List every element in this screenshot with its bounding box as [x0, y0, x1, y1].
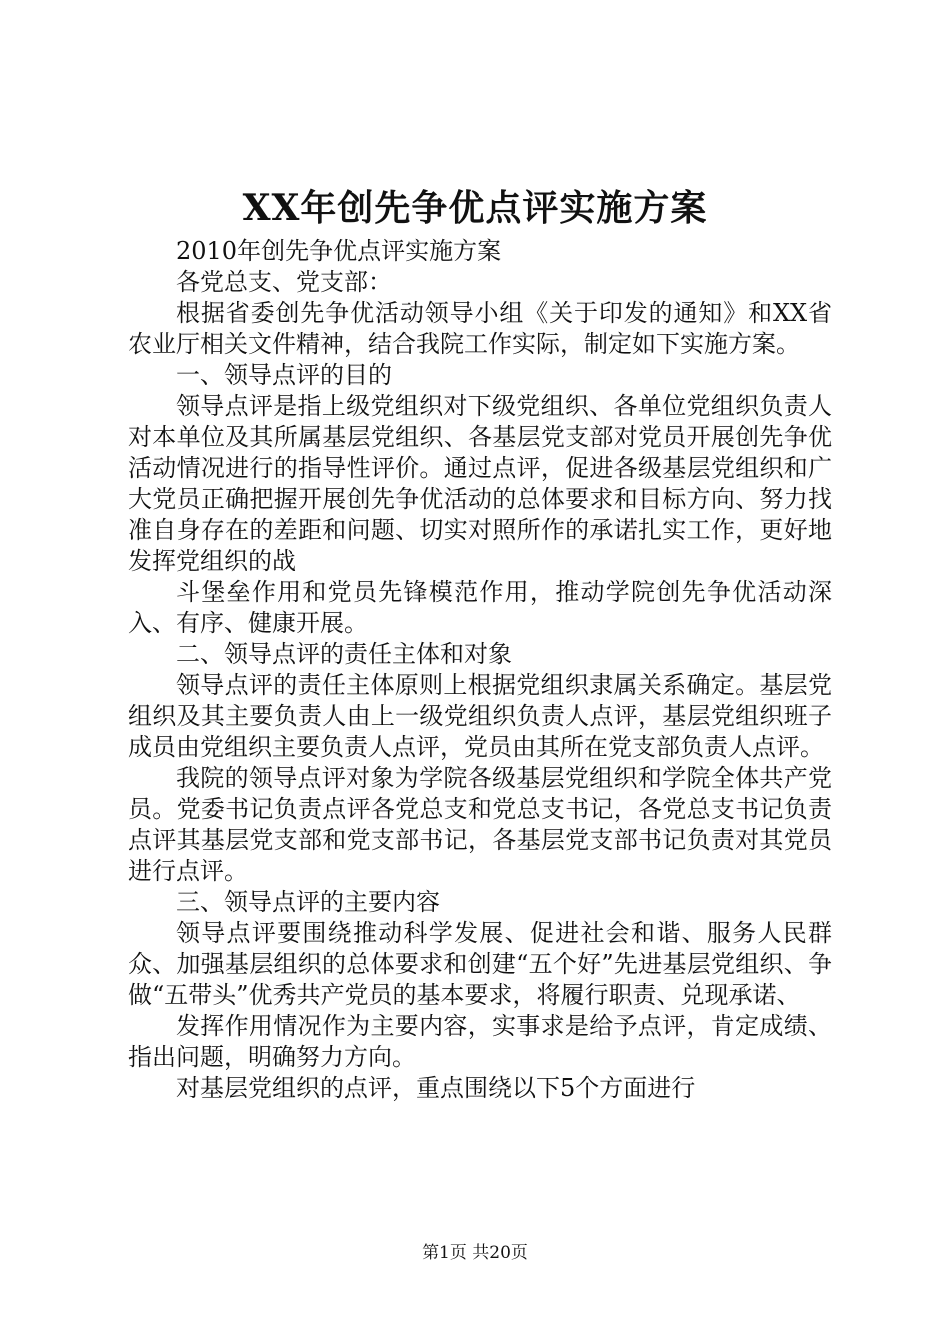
section-heading-2: 二、领导点评的责任主体和对象 [176, 640, 512, 668]
section-heading-3: 三、领导点评的主要内容 [176, 888, 440, 916]
paragraph-content-continued: 发挥作用情况作为主要内容，实事求是给予点评，肯定成绩、指出问题，明确努力方向。 [128, 1012, 832, 1071]
paragraph-aspects: 对基层党组织的点评，重点围绕以下5个方面进行 [176, 1074, 696, 1102]
paragraph-objects: 我院的领导点评对象为学院各级基层党组织和学院全体共产党员。党委书记负责点评各党总支和党总支书记，各党总支书记负责点评其基层党支部和党支部书记，各基层党支部书记负责对其党员进行点评。 [128, 764, 832, 885]
paragraph-salutation: 各党总支、党支部： [176, 268, 392, 296]
paragraph-intro: 根据省委创先争优活动领导小组《关于印发的通知》和XX省农业厅相关文件精神，结合我院工作实际，制定如下实施方案。 [128, 299, 832, 358]
paragraph-responsibility: 领导点评的责任主体原则上根据党组织隶属关系确定。基层党组织及其主要负责人由上一级党组织负责人点评，基层党组织班子成员由党组织主要负责人点评，党员由其所在党支部负责人点评。 [128, 671, 832, 761]
page-footer [0, 1242, 950, 1264]
page-number: 第1页 共20页 [422, 1243, 528, 1263]
paragraph-content: 领导点评要围绕推动科学发展、促进社会和谐、服务人民群众、加强基层组织的总体要求和创建“五个好”先进基层党组织、争做“五带头”优秀共产党员的基本要求，将履行职责、兑现承诺、 [128, 919, 832, 1009]
paragraph-purpose-continued: 斗堡垒作用和党员先锋模范作用，推动学院创先争优活动深入、有序、健康开展。 [128, 578, 832, 637]
paragraph-subtitle: 2010年创先争优点评实施方案 [176, 237, 502, 265]
document-title: XX年创先争优点评实施方案 [242, 187, 708, 229]
section-heading-1: 一、领导点评的目的 [176, 361, 392, 389]
document-body [128, 236, 832, 1104]
paragraph-purpose: 领导点评是指上级党组织对下级党组织、各单位党组织负责人对本单位及其所属基层党组织、各基层党支部对党员开展创先争优活动情况进行的指导性评价。通过点评，促进各级基层党组织和广大党员正确把握开展创先争优活动的总体要求和目标方向、努力找准自身存在的差距和问题、切实对照所作的承诺扎实工作，更好地发挥党组织的战 [128, 392, 832, 575]
